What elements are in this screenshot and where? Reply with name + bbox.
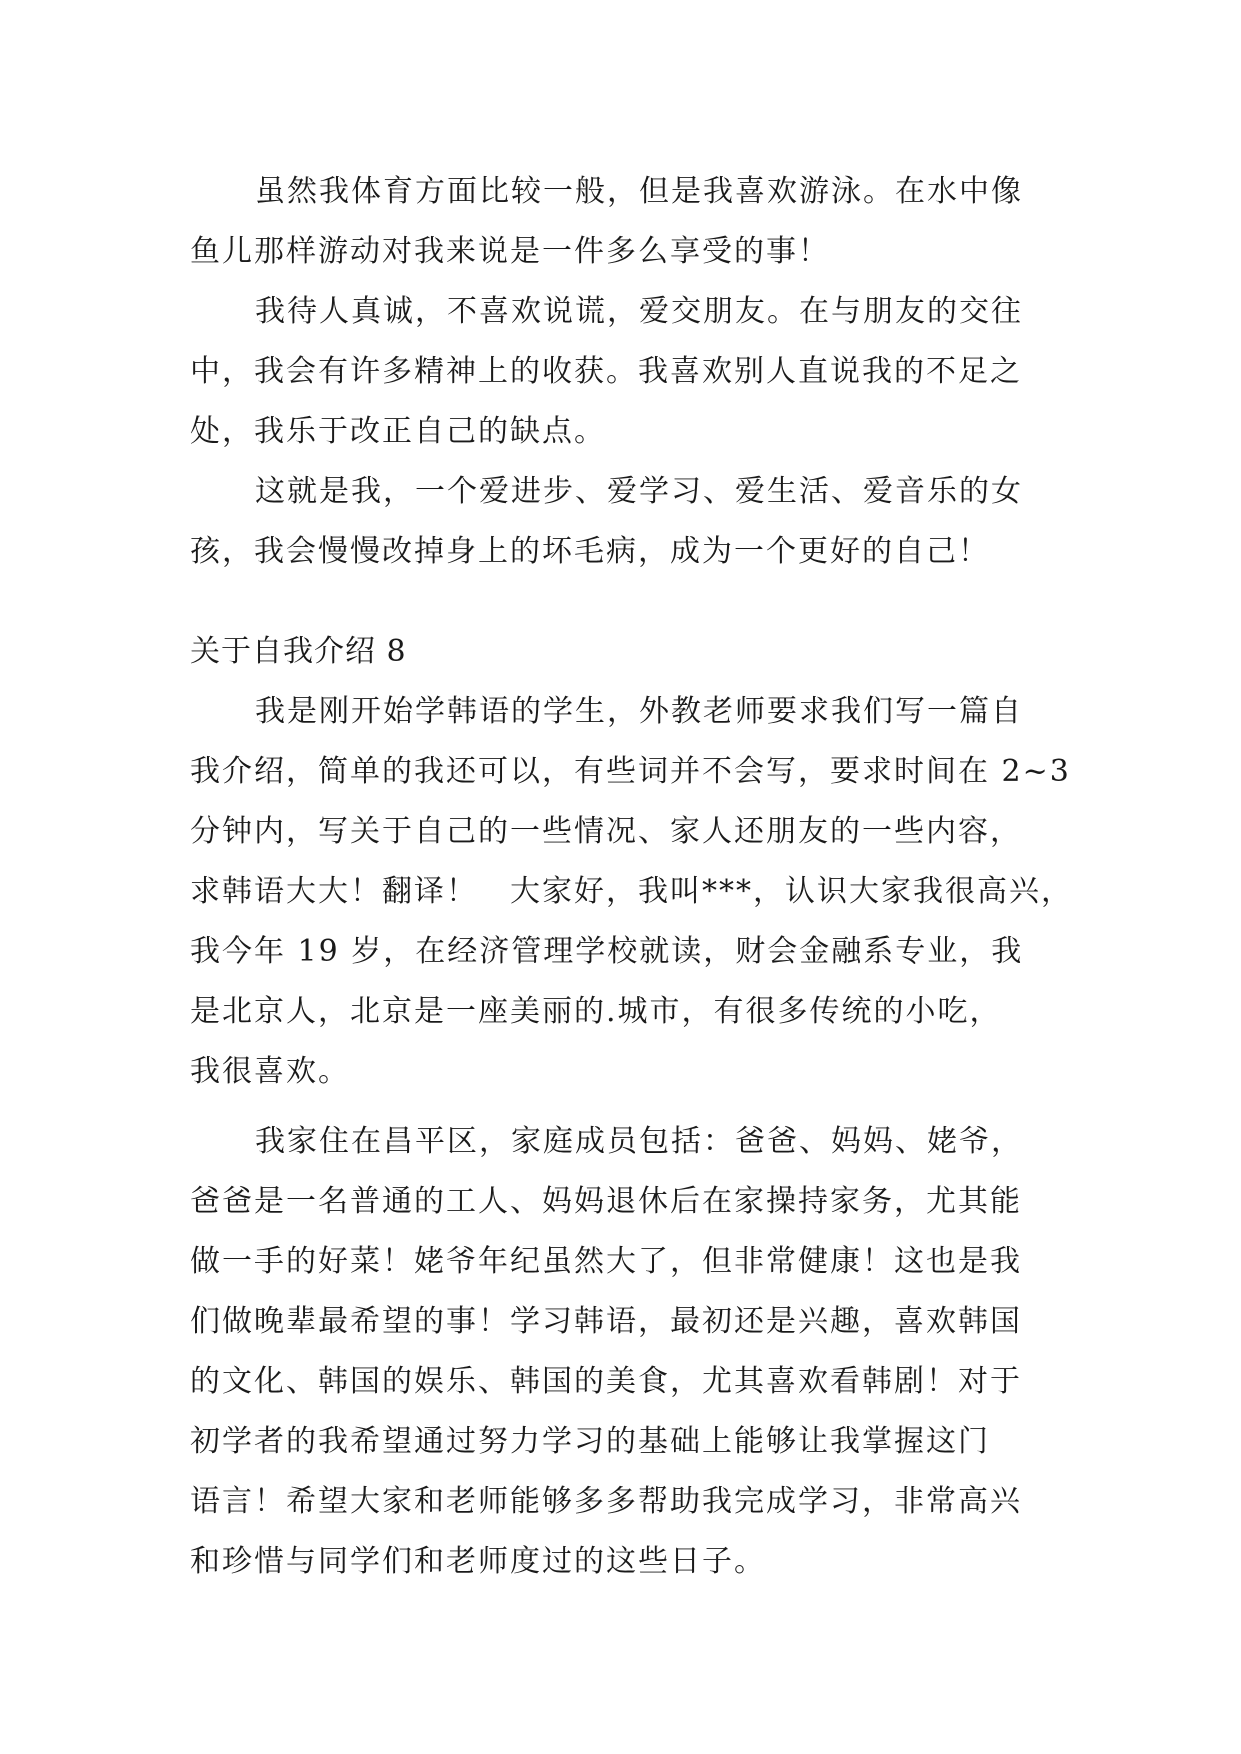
text-line: 做一手的好菜！姥爷年纪虽然大了，但非常健康！这也是我 xyxy=(190,1244,1022,1279)
text-line: 是北京人，北京是一座美丽的.城市，有很多传统的小吃， xyxy=(190,994,1002,1029)
text-line: 分钟内，写关于自己的一些情况、家人还朋友的一些内容， xyxy=(190,814,1022,849)
text-line: 我是刚开始学韩语的学生，外教老师要求我们写一篇自 xyxy=(255,694,1023,729)
text-line: 我很喜欢。 xyxy=(190,1054,350,1089)
text-line: 孩，我会慢慢改掉身上的坏毛病，成为一个更好的自己！ xyxy=(190,534,990,569)
text-line: 们做晚辈最希望的事！学习韩语，最初还是兴趣，喜欢韩国 xyxy=(190,1304,1022,1339)
text-line: 语言！希望大家和老师能够多多帮助我完成学习，非常高兴 xyxy=(190,1484,1022,1519)
text-line: 鱼儿那样游动对我来说是一件多么享受的事！ xyxy=(190,234,830,269)
text-line: 我今年 19 岁，在经济管理学校就读，财会金融系专业，我 xyxy=(190,934,1024,969)
text-line: 这就是我，一个爱进步、爱学习、爱生活、爱音乐的女 xyxy=(255,474,1023,509)
text-line: 虽然我体育方面比较一般，但是我喜欢游泳。在水中像 xyxy=(255,174,1023,209)
text-line: 我家住在昌平区，家庭成员包括：爸爸、妈妈、姥爷， xyxy=(255,1124,1023,1159)
text-line: 求韩语大大！翻译！ 大家好，我叫***，认识大家我很高兴， xyxy=(190,874,1073,909)
section-heading: 关于自我介绍 8 xyxy=(190,634,407,669)
text-line: 处，我乐于改正自己的缺点。 xyxy=(190,414,606,449)
text-line: 我待人真诚，不喜欢说谎，爱交朋友。在与朋友的交往 xyxy=(255,294,1023,329)
text-line: 的文化、韩国的娱乐、韩国的美食，尤其喜欢看韩剧！对于 xyxy=(190,1364,1022,1399)
text-line: 我介绍，简单的我还可以，有些词并不会写，要求时间在 2~3 xyxy=(190,754,1071,789)
text-line: 初学者的我希望通过努力学习的基础上能够让我掌握这门 xyxy=(190,1424,990,1459)
text-line: 爸爸是一名普通的工人、妈妈退休后在家操持家务，尤其能 xyxy=(190,1184,1022,1219)
text-line: 和珍惜与同学们和老师度过的这些日子。 xyxy=(190,1544,766,1579)
text-line: 中，我会有许多精神上的收获。我喜欢别人直说我的不足之 xyxy=(190,354,1022,389)
